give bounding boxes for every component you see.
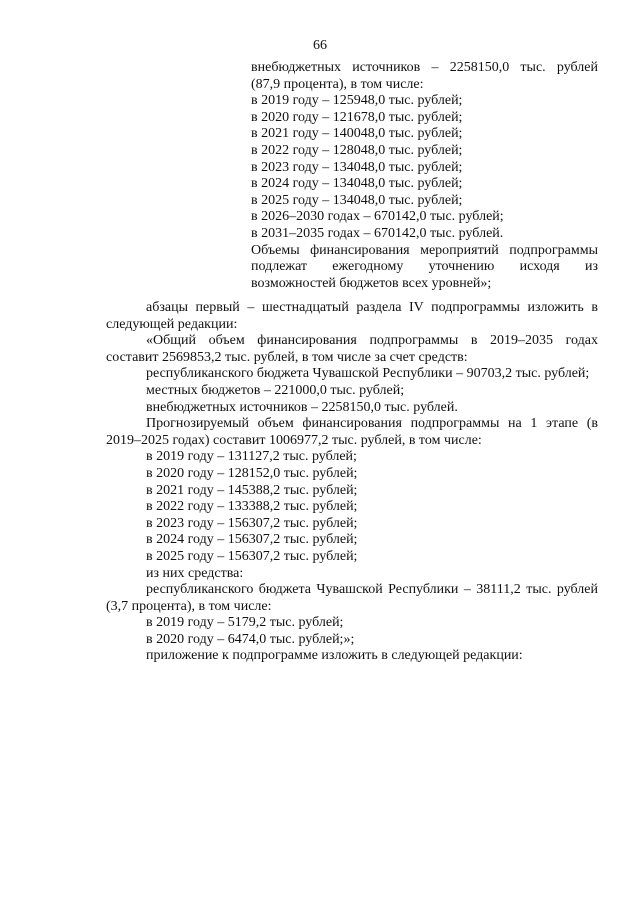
upper-block — [251, 60, 598, 292]
republican-year-line: в 2019 году – 5179,2 тыс. рублей; — [146, 615, 344, 631]
republican-paragraph: республиканского бюджета Чувашской Республики – 38111,2 тыс. рублей (3,7 процента), в том числе: — [106, 582, 598, 614]
upper-year-line: в 2026–2030 годах – 670142,0 тыс. рублей; — [251, 209, 504, 225]
republican-year-line: в 2020 году – 6474,0 тыс. рублей;»; — [146, 631, 355, 647]
stage-year-line: в 2020 году – 128152,0 тыс. рублей; — [146, 465, 358, 481]
total-paragraph: «Общий объем финансирования подпрограммы в 2019–2035 годах составит 2569853,2 тыс. рублей, в том числе за счет средств: — [106, 333, 598, 365]
of-which-label: из них средства: — [146, 565, 244, 581]
upper-year-line: в 2025 году – 134048,0 тыс. рублей; — [251, 192, 463, 208]
upper-year-line: в 2020 году – 121678,0 тыс. рублей; — [251, 109, 463, 125]
upper-year-line: в 2023 году – 134048,0 тыс. рублей; — [251, 159, 463, 175]
stage-year-line: в 2025 году – 156307,2 тыс. рублей; — [146, 548, 358, 564]
source-line: внебюджетных источников – 2258150,0 тыс. рублей. — [146, 399, 458, 415]
forecast-paragraph: Прогнозируемый объем финансирования подпрограммы на 1 этапе (в 2019–2025 годах) составит 1006977,2 тыс. рублей, в том числе: — [106, 416, 598, 448]
stage-year-line: в 2022 году – 133388,2 тыс. рублей; — [146, 499, 358, 515]
page-number: 66 — [313, 38, 327, 53]
appendix-line: приложение к подпрограмме изложить в следующей редакции: — [146, 648, 523, 664]
upper-year-line: в 2024 году – 134048,0 тыс. рублей; — [251, 176, 463, 192]
intro-paragraph: абзацы первый – шестнадцатый раздела IV подпрограммы изложить в следующей редакции: — [106, 300, 598, 332]
source-line: республиканского бюджета Чувашской Республики – 90703,2 тыс. рублей; — [146, 366, 590, 382]
upper-second-line: (87,9 процента), в том числе: — [251, 76, 424, 92]
upper-closing-paragraph: Объемы финансирования мероприятий подпрограммы подлежат ежегодному уточнению исходя из возможностей бюджетов всех уровней»; — [251, 242, 598, 291]
stage-year-line: в 2021 году – 145388,2 тыс. рублей; — [146, 482, 358, 498]
main-block — [106, 300, 598, 665]
upper-year-line: в 2031–2035 годах – 670142,0 тыс. рублей. — [251, 225, 504, 241]
upper-first-line: внебюджетных источников – 2258150,0 тыс. рублей — [251, 60, 598, 75]
source-line: местных бюджетов – 221000,0 тыс. рублей; — [146, 382, 405, 398]
upper-year-line: в 2021 году – 140048,0 тыс. рублей; — [251, 126, 463, 142]
stage-year-line: в 2023 году – 156307,2 тыс. рублей; — [146, 515, 358, 531]
upper-year-line: в 2022 году – 128048,0 тыс. рублей; — [251, 142, 463, 158]
stage-year-line: в 2024 году – 156307,2 тыс. рублей; — [146, 532, 358, 548]
stage-year-line: в 2019 году – 131127,2 тыс. рублей; — [146, 449, 357, 465]
upper-year-line: в 2019 году – 125948,0 тыс. рублей; — [251, 93, 463, 109]
